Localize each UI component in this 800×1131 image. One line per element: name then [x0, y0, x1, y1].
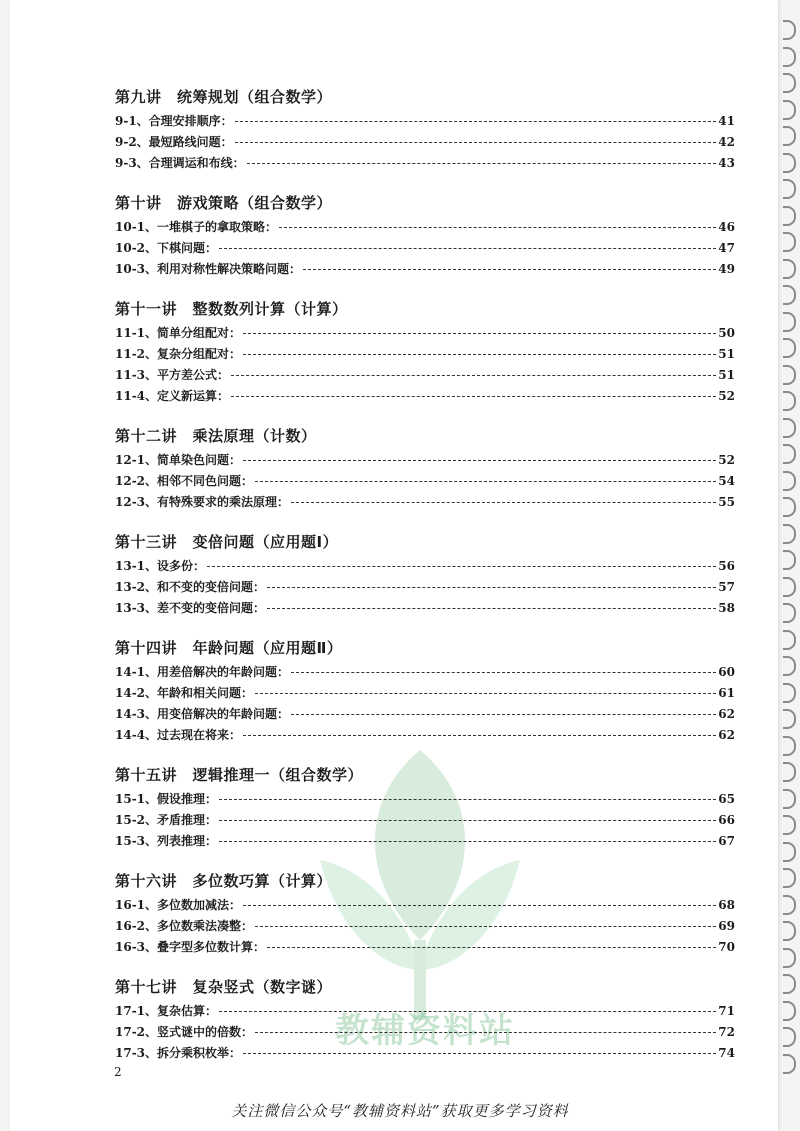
dash-leader [279, 227, 716, 228]
dash-leader [291, 672, 716, 673]
entry-label: 15-3、列表推理： [115, 834, 218, 848]
toc-entry [115, 365, 735, 386]
toc-entry [115, 111, 735, 132]
chapter-title: 第九讲 统筹规划（组合数学） [115, 88, 333, 106]
entry-label: 17-2、竖式谜中的倍数： [115, 1025, 254, 1039]
binder-ring-icon [783, 815, 796, 835]
entry-page-number: 72 [718, 1025, 735, 1039]
dash-leader [235, 121, 717, 122]
chapter-title: 第十三讲 变倍问题（应用题Ⅰ） [115, 533, 339, 551]
entry-label: 10-1、一堆棋子的拿取策略： [115, 220, 278, 234]
binder-ring-icon [783, 1054, 796, 1074]
dash-leader [291, 714, 716, 715]
toc-entry [115, 1022, 735, 1043]
entry-page-number: 70 [718, 940, 735, 954]
binder-ring-icon [783, 312, 796, 332]
entry-page-number: 49 [718, 262, 735, 276]
toc-section [115, 976, 735, 1064]
entry-page-number: 67 [718, 834, 735, 848]
entry-label: 11-1、简单分组配对： [115, 326, 242, 340]
binder-ring-icon [783, 206, 796, 226]
entry-label: 12-2、相邻不同色问题： [115, 474, 254, 488]
binder-ring-icon [783, 126, 796, 146]
entry-page-number: 71 [718, 1004, 735, 1018]
toc-entry [115, 916, 735, 937]
entry-page-number: 69 [718, 919, 735, 933]
entry-page-number: 50 [718, 326, 735, 340]
entry-label: 14-3、用变倍解决的年龄问题： [115, 707, 290, 721]
chapter-title: 第十二讲 乘法原理（计数） [115, 427, 317, 445]
entry-page-number: 41 [718, 114, 735, 128]
dash-leader [243, 1053, 716, 1054]
binder-ring-icon [783, 709, 796, 729]
dash-leader [235, 142, 717, 143]
chapter-title: 第十六讲 多位数巧算（计算） [115, 872, 333, 890]
entry-page-number: 46 [718, 220, 735, 234]
toc-section [115, 870, 735, 958]
entry-page-number: 65 [718, 792, 735, 806]
dash-leader [303, 269, 716, 270]
entry-label: 13-1、设多份： [115, 559, 206, 573]
dash-leader [243, 905, 716, 906]
entry-label: 13-3、差不变的变倍问题： [115, 601, 266, 615]
binder-ring-icon [783, 47, 796, 67]
toc-section [115, 531, 735, 619]
binder-ring-icon [783, 153, 796, 173]
toc-entry [115, 810, 735, 831]
binder-ring-icon [783, 338, 796, 358]
toc-section [115, 192, 735, 280]
dash-leader [255, 1032, 716, 1033]
toc-entry [115, 683, 735, 704]
binder-ring-icon [783, 577, 796, 597]
binder-ring-icon [783, 550, 796, 570]
chapter-title: 第十五讲 逻辑推理一（组合数学） [115, 766, 364, 784]
dash-leader [219, 820, 716, 821]
dash-leader [207, 566, 716, 567]
entry-page-number: 61 [718, 686, 735, 700]
entry-page-number: 62 [718, 728, 735, 742]
binder-ring-icon [783, 497, 796, 517]
dash-leader [219, 1011, 716, 1012]
dash-leader [267, 947, 716, 948]
entry-label: 10-2、下棋问题： [115, 241, 218, 255]
entry-label: 12-3、有特殊要求的乘法原理： [115, 495, 290, 509]
entry-page-number: 54 [718, 474, 735, 488]
toc-entry [115, 577, 735, 598]
toc-entry [115, 450, 735, 471]
entry-label: 14-4、过去现在将来： [115, 728, 242, 742]
toc-entry [115, 344, 735, 365]
entry-page-number: 51 [718, 368, 735, 382]
dash-leader [231, 396, 716, 397]
binder-ring-icon [783, 418, 796, 438]
entry-page-number: 51 [718, 347, 735, 361]
toc-entry [115, 217, 735, 238]
dash-leader [255, 693, 716, 694]
entry-page-number: 56 [718, 559, 735, 573]
binder-ring-icon [783, 524, 796, 544]
toc-entry [115, 259, 735, 280]
dash-leader [255, 481, 716, 482]
toc-entry [115, 323, 735, 344]
entry-label: 15-2、矛盾推理： [115, 813, 218, 827]
toc-entry [115, 556, 735, 577]
toc-entry [115, 725, 735, 746]
binder-ring-icon [783, 656, 796, 676]
table-of-contents [115, 86, 735, 1082]
entry-label: 11-2、复杂分组配对： [115, 347, 242, 361]
toc-entry [115, 789, 735, 810]
dash-leader [243, 333, 716, 334]
binder-ring-icon [783, 630, 796, 650]
entry-page-number: 68 [718, 898, 735, 912]
entry-page-number: 43 [718, 156, 735, 170]
entry-label: 16-2、多位数乘法凑整： [115, 919, 254, 933]
binder-ring-icon [783, 471, 796, 491]
dash-leader [231, 375, 716, 376]
entry-page-number: 55 [718, 495, 735, 509]
entry-label: 10-3、利用对称性解决策略问题： [115, 262, 302, 276]
binder-ring-icon [783, 842, 796, 862]
entry-label: 9-3、合理调运和布线： [115, 156, 245, 170]
binder-ring-icon [783, 232, 796, 252]
binder-ring-icon [783, 789, 796, 809]
toc-entry [115, 662, 735, 683]
chapter-title: 第十讲 游戏策略（组合数学） [115, 194, 333, 212]
toc-entry [115, 153, 735, 174]
binder-ring-icon [783, 20, 796, 40]
toc-entry [115, 704, 735, 725]
toc-entry [115, 598, 735, 619]
toc-entry [115, 937, 735, 958]
toc-entry [115, 831, 735, 852]
toc-entry [115, 132, 735, 153]
entry-label: 17-1、复杂估算： [115, 1004, 218, 1018]
toc-entry [115, 895, 735, 916]
dash-leader [243, 735, 716, 736]
entry-label: 13-2、和不变的变倍问题： [115, 580, 266, 594]
binder-ring-icon [783, 603, 796, 623]
entry-page-number: 62 [718, 707, 735, 721]
binder-ring-icon [783, 948, 796, 968]
chapter-title: 第十一讲 整数数列计算（计算） [115, 300, 348, 318]
dash-leader [255, 926, 716, 927]
binder-ring-icon [783, 1001, 796, 1021]
chapter-title: 第十四讲 年龄问题（应用题Ⅱ） [115, 639, 343, 657]
binder-ring-icon [783, 365, 796, 385]
entry-label: 15-1、假设推理： [115, 792, 218, 806]
chapter-title: 第十七讲 复杂竖式（数字谜） [115, 978, 333, 996]
entry-label: 14-2、年龄和相关问题： [115, 686, 254, 700]
entry-page-number: 66 [718, 813, 735, 827]
dash-leader [219, 841, 716, 842]
toc-section [115, 764, 735, 852]
entry-label: 14-1、用差倍解决的年龄问题： [115, 665, 290, 679]
entry-label: 11-3、平方差公式： [115, 368, 230, 382]
toc-section [115, 298, 735, 407]
toc-entry [115, 386, 735, 407]
binder-ring-icon [783, 444, 796, 464]
binder-ring-icon [783, 762, 796, 782]
entry-page-number: 52 [718, 453, 735, 467]
entry-page-number: 58 [718, 601, 735, 615]
dash-leader [219, 248, 716, 249]
entry-label: 16-1、多位数加减法： [115, 898, 242, 912]
dash-leader [243, 460, 716, 461]
binder-ring-icon [783, 974, 796, 994]
dash-leader [267, 587, 716, 588]
toc-section [115, 86, 735, 174]
entry-page-number: 52 [718, 389, 735, 403]
dash-leader [243, 354, 716, 355]
binder-ring-icon [783, 895, 796, 915]
watermark-text: 教辅资料站 [335, 1011, 515, 1051]
dash-leader [219, 799, 716, 800]
binder-ring-icon [783, 921, 796, 941]
binder-ring-icon [783, 736, 796, 756]
binder-ring-icon [783, 1027, 796, 1047]
entry-label: 9-1、合理安排顺序： [115, 114, 233, 128]
toc-entry [115, 471, 735, 492]
toc-entry [115, 1043, 735, 1064]
binder-ring-icon [783, 73, 796, 93]
entry-label: 17-3、拆分乘积枚举： [115, 1046, 242, 1060]
entry-page-number: 47 [718, 241, 735, 255]
binder-ring-icon [783, 285, 796, 305]
dash-leader [267, 608, 716, 609]
binder-ring-icon [783, 868, 796, 888]
binder-ring-icon [783, 179, 796, 199]
binder-rings [778, 20, 800, 1080]
page-number: 2 [114, 1065, 122, 1079]
toc-entry [115, 492, 735, 513]
binder-ring-icon [783, 100, 796, 120]
toc-section [115, 425, 735, 513]
entry-page-number: 60 [718, 665, 735, 679]
dash-leader [247, 163, 717, 164]
dash-leader [291, 502, 716, 503]
binder-ring-icon [783, 391, 796, 411]
entry-page-number: 74 [718, 1046, 735, 1060]
entry-label: 9-2、最短路线问题： [115, 135, 233, 149]
document-page [10, 0, 778, 1131]
binder-ring-icon [783, 683, 796, 703]
toc-section [115, 637, 735, 746]
entry-label: 16-3、叠字型多位数计算： [115, 940, 266, 954]
toc-entry [115, 238, 735, 259]
entry-label: 12-1、简单染色问题： [115, 453, 242, 467]
toc-entry [115, 1001, 735, 1022]
entry-page-number: 57 [718, 580, 735, 594]
footer-note: 关注微信公众号“教辅资料站”获取更多学习资料 [231, 1102, 569, 1120]
entry-page-number: 42 [718, 135, 735, 149]
binder-ring-icon [783, 259, 796, 279]
entry-label: 11-4、定义新运算： [115, 389, 230, 403]
